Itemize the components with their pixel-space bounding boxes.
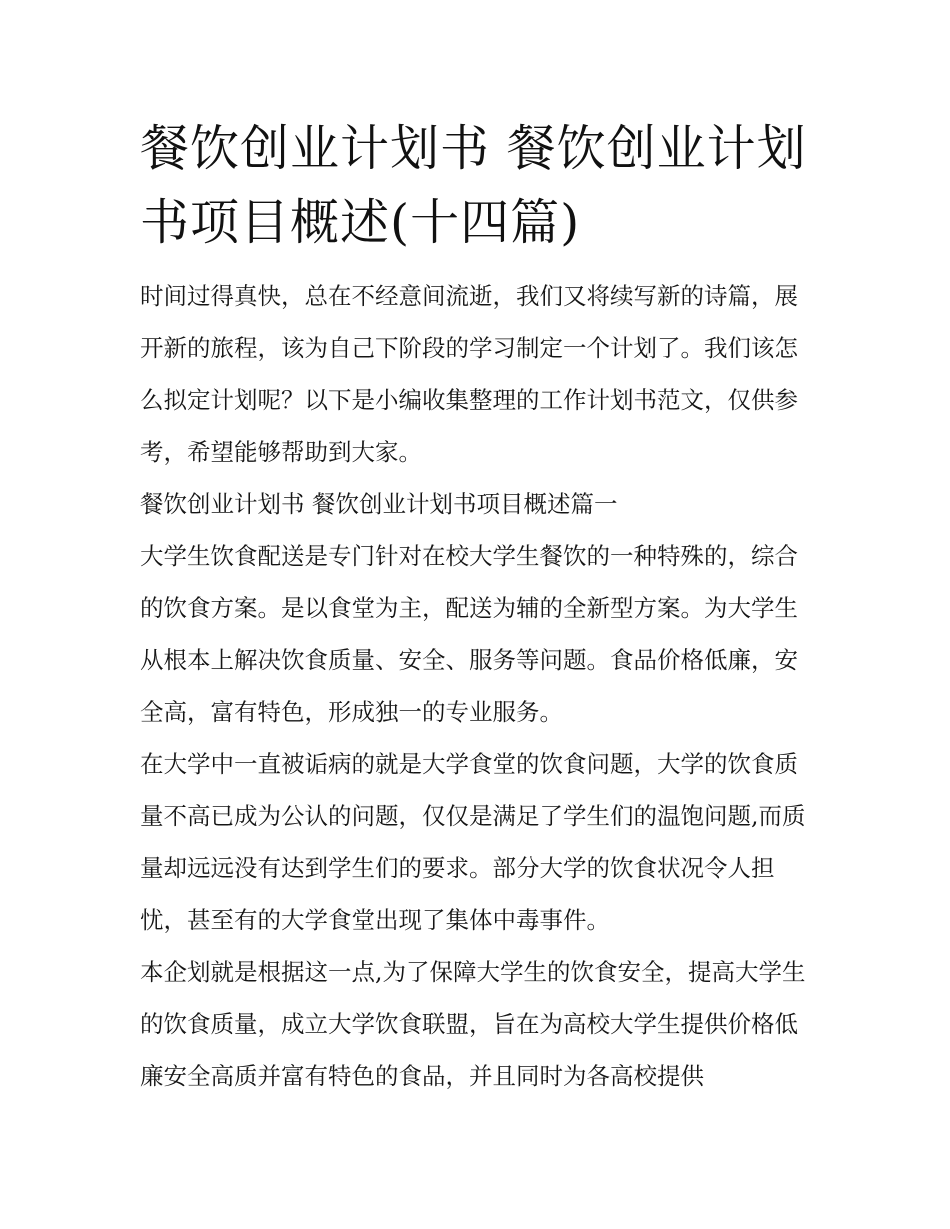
body-paragraph: 在大学中一直被诟病的就是大学食堂的饮食问题，大学的饮食质量不高已成为公认的问题，仅仅是满足了学生们的温饱问题,而质量却远远没有达到学生们的要求。部分大学的饮食状况令人担忧，甚至有的大学食堂出现了集体中毒事件。	[140, 750, 806, 934]
intro-paragraph: 时间过得真快，总在不经意间流逝，我们又将续写新的诗篇，展开新的旅程，该为自己下阶段的学习制定一个计划了。我们该怎么拟定计划呢？以下是小编收集整理的工作计划书范文，仅供参考，希望能够帮助到大家。	[140, 282, 798, 466]
body-paragraph: 大学生饮食配送是专门针对在校大学生餐饮的一种特殊的，综合的饮食方案。是以食堂为主，配送为辅的全新型方案。为大学生从根本上解决饮食质量、安全、服务等问题。食品价格低廉，安全高，富有特色，形成独一的专业服务。	[140, 542, 798, 726]
body-paragraph: 本企划就是根据这一点,为了保障大学生的饮食安全，提高大学生的饮食质量，成立大学饮食联盟，旨在为高校大学生提供价格低廉安全高质并富有特色的食品，并且同时为各高校提供	[140, 958, 806, 1090]
section-heading: 餐饮创业计划书 餐饮创业计划书项目概述篇一	[140, 490, 618, 518]
document-title: 餐饮创业计划书 餐饮创业计划书项目概述(十四篇)	[140, 120, 807, 251]
document-body	[140, 270, 812, 1102]
